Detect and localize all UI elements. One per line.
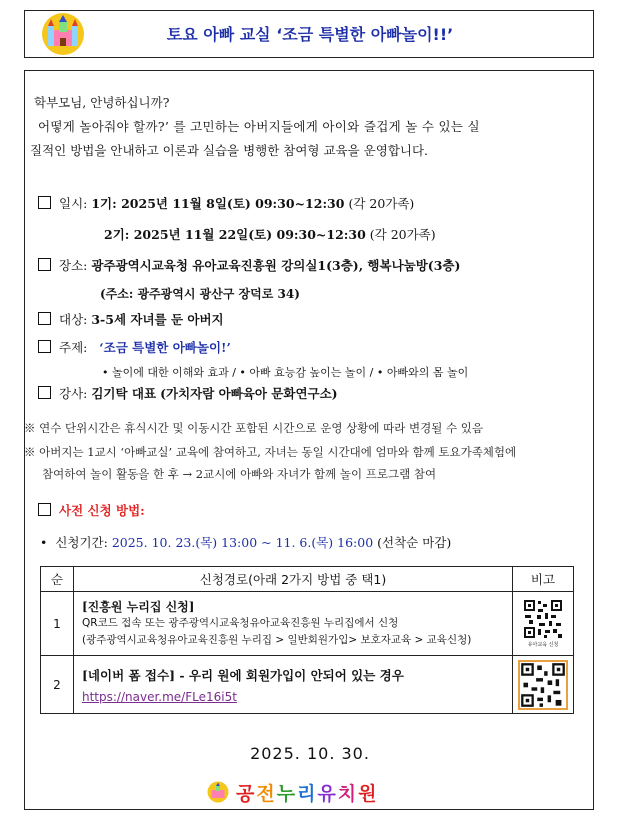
place-row: 장소: 광주광역시교육청 유아교육진흥원 강의실1(3층), 행복나눔방(3층): [38, 254, 460, 278]
route-cell: [74, 656, 513, 714]
row-number: 1: [41, 592, 74, 656]
checkbox-icon: [38, 196, 51, 209]
apply-period: • 신청기간: 2025. 10. 23.(목) 13:00 ~ 11. 6.(목) 16:00 (선착순 마감): [40, 535, 452, 550]
topic-details: • 놀이에 대한 이해와 효과 / • 아빠 효능감 높이는 놀이 / • 아빠와의 몸 놀이: [102, 366, 469, 379]
remark-cell: [513, 592, 574, 656]
address: (주소: 광주광역시 광산구 장덕로 34): [100, 287, 300, 301]
note-2b: 참여하여 놀이 활동을 한 후 → 2교시에 아빠와 자녀가 함께 놀이 프로그램 참여: [42, 467, 437, 481]
qr-code-icon[interactable]: [518, 660, 568, 710]
col-header-num: 순: [41, 567, 74, 592]
route-title: [네이버 폼 접수] - 우리 원에 회원가입이 안되어 있는 경우: [82, 667, 404, 683]
route-path: (광주광역시교육청유아교육진흥원 누리집 > 일반회원가입> 보호자교육 > 교육신청): [82, 634, 472, 646]
note-1: ※ 연수 단위시간은 휴식시간 및 이동시간 포함된 시간으로 운영 상황에 따라 변경될 수 있음: [24, 421, 483, 435]
castle-logo-icon: [206, 781, 230, 803]
remark-cell: [513, 656, 574, 714]
qr-code-icon[interactable]: [523, 599, 563, 639]
checkbox-icon: [38, 258, 51, 271]
checkbox-icon: [38, 340, 51, 353]
checkbox-icon: [38, 503, 51, 516]
lecturer-row: 강사: 김기탁 대표 (가치자람 아빠육아 문화연구소): [38, 382, 338, 406]
route-title: [진흥원 누리집 신청]: [82, 600, 195, 614]
greeting: 학부모님, 안녕하십니까?: [34, 95, 170, 110]
qr-caption: 유아교육 신청: [527, 642, 559, 648]
note-2a: ※ 아버지는 1교시 ‘아빠교실’ 교육에 참여하고, 자녀는 동일 시간대에 엄마와 함께 토요가족체험에: [24, 445, 517, 459]
naver-form-link[interactable]: https://naver.me/FLe16i5t: [82, 689, 237, 704]
intro-line-2: 어떻게 놀아줘야 할까?’ 를 고민하는 아버지들에게 아이와 즐겁게 놀 수 있는 실: [38, 119, 480, 134]
row-number: 2: [41, 656, 74, 714]
school-name: 공전누리유치원: [236, 783, 379, 805]
target-row: 대상: 3-5세 자녀를 둔 아버지: [38, 308, 224, 332]
table-row: [41, 656, 574, 714]
apply-heading: 사전 신청 방법:: [38, 499, 145, 523]
checkbox-icon: [38, 312, 51, 325]
school-footer: [206, 779, 416, 805]
page-title: 토요 아빠 교실 ‘조금 특별한 아빠놀이!!’: [166, 25, 454, 44]
route-cell: [74, 592, 513, 656]
date-row-1: 일시: 1기: 2025년 11월 8일(토) 09:30~12:30 (각 20가족): [38, 192, 414, 216]
form-link-wrap: [82, 690, 504, 704]
col-header-remark: 비고: [513, 567, 574, 592]
table-row: [41, 592, 574, 656]
table-header-row: [41, 567, 574, 592]
apply-table: [40, 566, 574, 714]
route-desc: QR코드 접속 또는 광주광역시교육청유아교육진흥원 누리집에서 신청: [82, 617, 399, 629]
date-row-2: 2기: 2025년 11월 22일(토) 09:30~12:30 (각 20가족): [104, 227, 436, 242]
checkbox-icon: [38, 386, 51, 399]
intro-line-3: 질적인 방법을 안내하고 이론과 실습을 병행한 참여형 교육을 운영합니다.: [30, 143, 429, 158]
col-header-route: 신청경로(아래 2가지 방법 중 택1): [74, 567, 513, 592]
issue-date: 2025. 10. 30.: [250, 744, 370, 763]
topic-row: 주제: ‘조금 특별한 아빠놀이!’: [38, 336, 231, 360]
